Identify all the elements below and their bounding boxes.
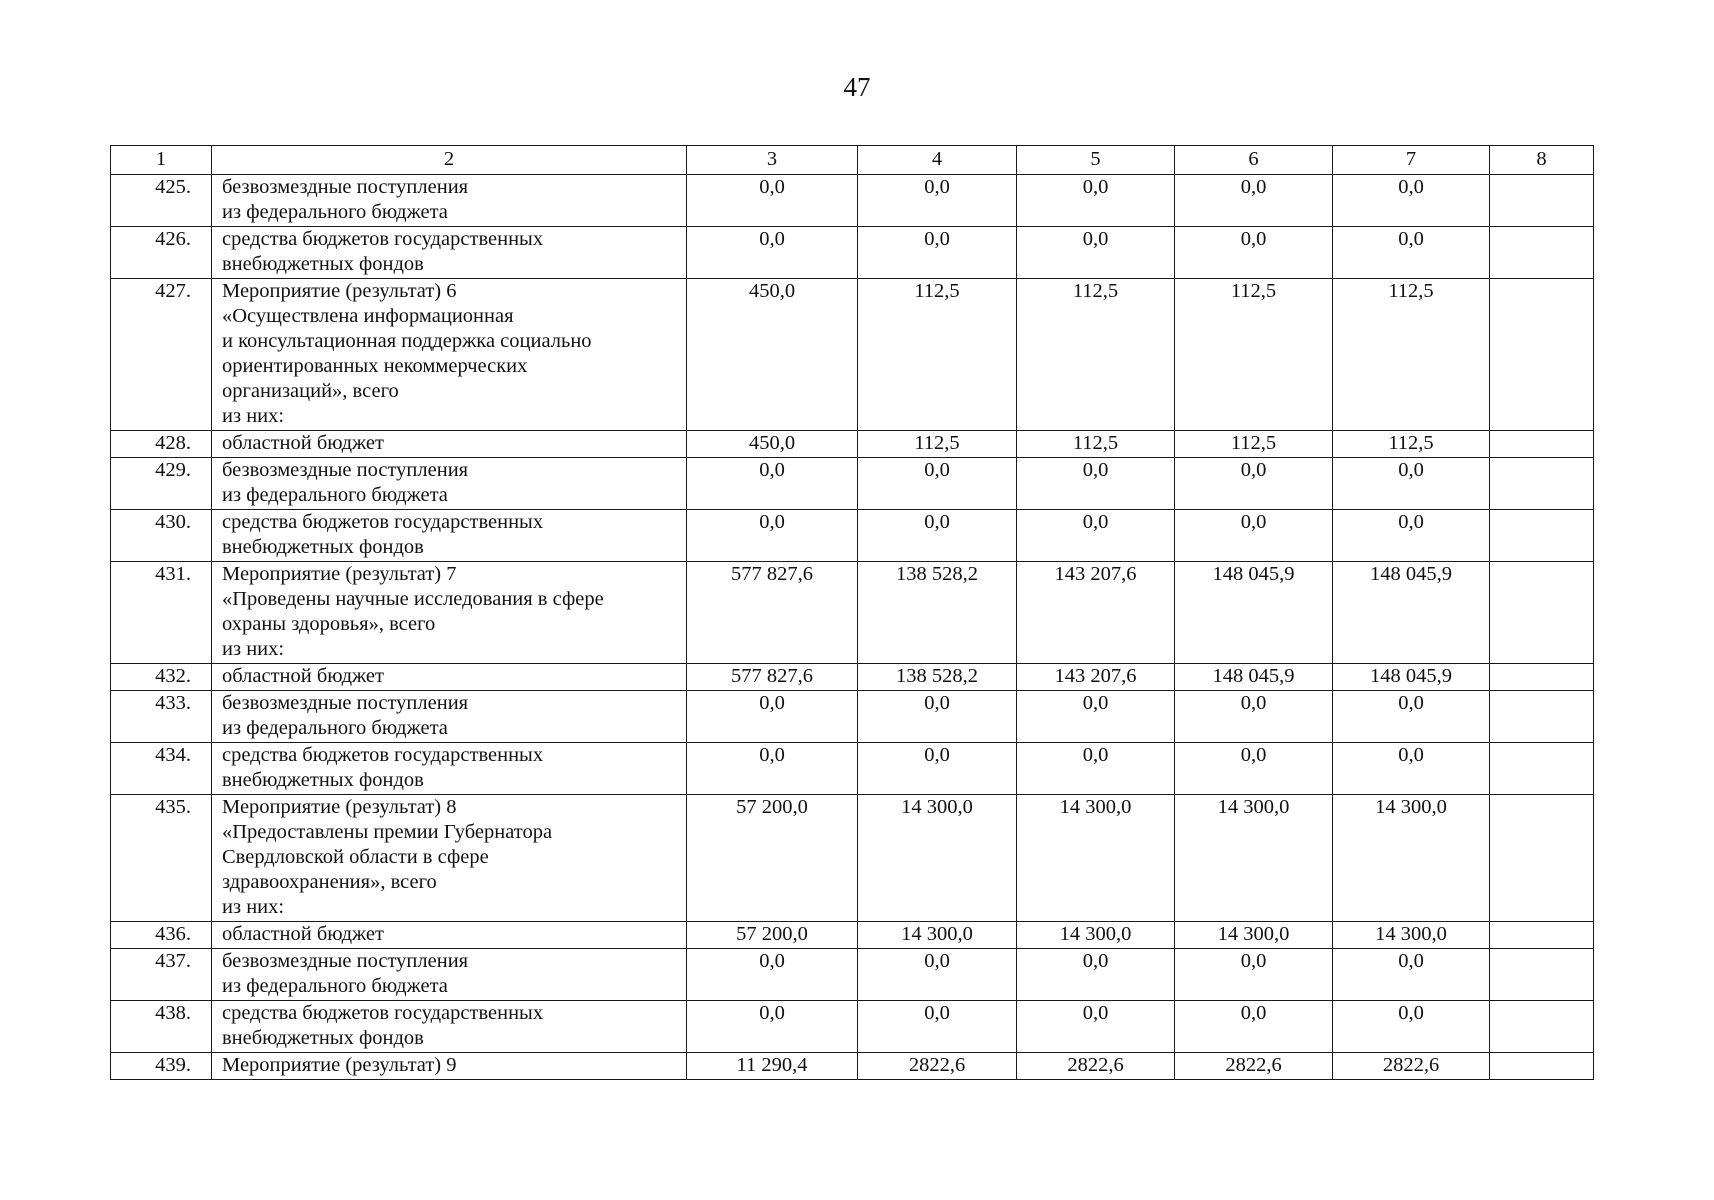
- amount-cell: 138 528,2: [858, 562, 1017, 664]
- amount-cell: 14 300,0: [1333, 795, 1490, 922]
- amount-cell: 0,0: [687, 227, 858, 279]
- table-row: [111, 795, 1594, 922]
- row-number-text: 438.: [155, 1002, 191, 1024]
- row-number: [111, 431, 212, 458]
- amount-cell: 0,0: [1333, 743, 1490, 795]
- table-row: [111, 949, 1594, 1001]
- row-number: [111, 691, 212, 743]
- row-number-text: 435.: [155, 796, 191, 818]
- amount-cell: 112,5: [858, 431, 1017, 458]
- amount-cell: 112,5: [1175, 431, 1333, 458]
- table-row: [111, 175, 1594, 227]
- table-row: [111, 1001, 1594, 1053]
- row-description: безвозмездные поступления из федерального бюджета: [212, 949, 687, 1001]
- amount-cell: 143 207,6: [1017, 664, 1175, 691]
- row-number: [111, 227, 212, 279]
- row-description: областной бюджет: [212, 922, 687, 949]
- row-description: безвозмездные поступления из федерального бюджета: [212, 458, 687, 510]
- row-number-text: 430.: [155, 511, 191, 533]
- amount-cell: 0,0: [1017, 510, 1175, 562]
- row-number-text: 426.: [155, 228, 191, 250]
- note-cell: [1490, 664, 1594, 691]
- amount-cell: 0,0: [1333, 510, 1490, 562]
- row-description: Мероприятие (результат) 8 «Предоставлены премии Губернатора Свердловской области в сфере здравоохранения», всего из них:: [212, 795, 687, 922]
- row-number: [111, 743, 212, 795]
- row-description: Мероприятие (результат) 9: [212, 1053, 687, 1080]
- amount-cell: 57 200,0: [687, 922, 858, 949]
- row-number-text: 436.: [155, 923, 191, 945]
- row-description: Мероприятие (результат) 7 «Проведены научные исследования в сфере охраны здоровья», всего из них:: [212, 562, 687, 664]
- amount-cell: 0,0: [1017, 175, 1175, 227]
- amount-cell: 2822,6: [1017, 1053, 1175, 1080]
- amount-cell: 14 300,0: [1175, 922, 1333, 949]
- amount-cell: 14 300,0: [858, 922, 1017, 949]
- row-number: [111, 175, 212, 227]
- row-description: областной бюджет: [212, 664, 687, 691]
- column-header: 2: [212, 146, 687, 175]
- amount-cell: 0,0: [687, 175, 858, 227]
- amount-cell: 0,0: [1175, 175, 1333, 227]
- row-description: средства бюджетов государственных внебюджетных фондов: [212, 227, 687, 279]
- table-header-row: [111, 146, 1594, 175]
- amount-cell: 0,0: [1175, 1001, 1333, 1053]
- row-number-text: 439.: [155, 1054, 191, 1076]
- amount-cell: 0,0: [858, 743, 1017, 795]
- amount-cell: 0,0: [687, 691, 858, 743]
- amount-cell: 0,0: [687, 510, 858, 562]
- amount-cell: 2822,6: [1333, 1053, 1490, 1080]
- amount-cell: 0,0: [1017, 227, 1175, 279]
- column-header: 8: [1490, 146, 1594, 175]
- row-number: [111, 1001, 212, 1053]
- amount-cell: 14 300,0: [1333, 922, 1490, 949]
- column-header: 7: [1333, 146, 1490, 175]
- amount-cell: 57 200,0: [687, 795, 858, 922]
- amount-cell: 138 528,2: [858, 664, 1017, 691]
- amount-cell: 0,0: [858, 691, 1017, 743]
- amount-cell: 112,5: [1333, 279, 1490, 431]
- row-description: средства бюджетов государственных внебюджетных фондов: [212, 1001, 687, 1053]
- row-number-text: 431.: [155, 563, 191, 585]
- amount-cell: 0,0: [687, 1001, 858, 1053]
- table-row: [111, 458, 1594, 510]
- amount-cell: 577 827,6: [687, 562, 858, 664]
- amount-cell: 112,5: [1333, 431, 1490, 458]
- amount-cell: 0,0: [858, 949, 1017, 1001]
- amount-cell: 112,5: [1175, 279, 1333, 431]
- row-number: [111, 922, 212, 949]
- budget-table: [110, 145, 1594, 1080]
- amount-cell: 0,0: [1017, 691, 1175, 743]
- row-number-text: 437.: [155, 950, 191, 972]
- amount-cell: 0,0: [687, 949, 858, 1001]
- row-number-text: 432.: [155, 665, 191, 687]
- amount-cell: 0,0: [858, 227, 1017, 279]
- amount-cell: 0,0: [1333, 949, 1490, 1001]
- row-description: Мероприятие (результат) 6 «Осуществлена информационная и консультационная поддержка социально ориентированных некоммерческих организаций», всего из них:: [212, 279, 687, 431]
- column-header: 6: [1175, 146, 1333, 175]
- row-number: [111, 1053, 212, 1080]
- note-cell: [1490, 279, 1594, 431]
- row-number-text: 425.: [155, 176, 191, 198]
- amount-cell: 148 045,9: [1175, 664, 1333, 691]
- row-number-text: 428.: [155, 432, 191, 454]
- table-row: [111, 922, 1594, 949]
- note-cell: [1490, 795, 1594, 922]
- amount-cell: 14 300,0: [1017, 795, 1175, 922]
- table-row: [111, 1053, 1594, 1080]
- amount-cell: 0,0: [858, 1001, 1017, 1053]
- amount-cell: 0,0: [1175, 458, 1333, 510]
- table-row: [111, 562, 1594, 664]
- amount-cell: 14 300,0: [1017, 922, 1175, 949]
- column-header: 3: [687, 146, 858, 175]
- amount-cell: 148 045,9: [1333, 562, 1490, 664]
- note-cell: [1490, 743, 1594, 795]
- amount-cell: 0,0: [687, 743, 858, 795]
- note-cell: [1490, 1053, 1594, 1080]
- table-row: [111, 227, 1594, 279]
- amount-cell: 0,0: [1175, 510, 1333, 562]
- amount-cell: 0,0: [1017, 458, 1175, 510]
- amount-cell: 14 300,0: [858, 795, 1017, 922]
- amount-cell: 0,0: [1017, 949, 1175, 1001]
- amount-cell: 0,0: [1017, 743, 1175, 795]
- row-number: [111, 562, 212, 664]
- row-number-text: 429.: [155, 459, 191, 481]
- amount-cell: 2822,6: [1175, 1053, 1333, 1080]
- table-row: [111, 664, 1594, 691]
- table-row: [111, 279, 1594, 431]
- amount-cell: 0,0: [1333, 458, 1490, 510]
- table-row: [111, 743, 1594, 795]
- amount-cell: 0,0: [858, 458, 1017, 510]
- row-number: [111, 795, 212, 922]
- note-cell: [1490, 227, 1594, 279]
- note-cell: [1490, 691, 1594, 743]
- amount-cell: 2822,6: [858, 1053, 1017, 1080]
- amount-cell: 450,0: [687, 431, 858, 458]
- column-header: 4: [858, 146, 1017, 175]
- row-number: [111, 458, 212, 510]
- note-cell: [1490, 458, 1594, 510]
- amount-cell: 450,0: [687, 279, 858, 431]
- amount-cell: 0,0: [1175, 691, 1333, 743]
- row-description: областной бюджет: [212, 431, 687, 458]
- row-number-text: 434.: [155, 744, 191, 766]
- row-number-text: 433.: [155, 692, 191, 714]
- amount-cell: 148 045,9: [1333, 664, 1490, 691]
- note-cell: [1490, 1001, 1594, 1053]
- amount-cell: 0,0: [1333, 1001, 1490, 1053]
- row-description: средства бюджетов государственных внебюджетных фондов: [212, 510, 687, 562]
- note-cell: [1490, 510, 1594, 562]
- amount-cell: 112,5: [1017, 279, 1175, 431]
- row-description: безвозмездные поступления из федерального бюджета: [212, 691, 687, 743]
- note-cell: [1490, 949, 1594, 1001]
- amount-cell: 0,0: [858, 510, 1017, 562]
- amount-cell: 0,0: [1017, 1001, 1175, 1053]
- note-cell: [1490, 922, 1594, 949]
- amount-cell: 11 290,4: [687, 1053, 858, 1080]
- row-description: средства бюджетов государственных внебюджетных фондов: [212, 743, 687, 795]
- amount-cell: 148 045,9: [1175, 562, 1333, 664]
- row-number: [111, 510, 212, 562]
- amount-cell: 0,0: [1333, 175, 1490, 227]
- note-cell: [1490, 175, 1594, 227]
- amount-cell: 143 207,6: [1017, 562, 1175, 664]
- amount-cell: 112,5: [858, 279, 1017, 431]
- amount-cell: 0,0: [1175, 949, 1333, 1001]
- table-row: [111, 510, 1594, 562]
- note-cell: [1490, 431, 1594, 458]
- amount-cell: 577 827,6: [687, 664, 858, 691]
- row-number: [111, 949, 212, 1001]
- row-number-text: 427.: [155, 280, 191, 302]
- row-number: [111, 279, 212, 431]
- column-header: 5: [1017, 146, 1175, 175]
- note-cell: [1490, 562, 1594, 664]
- row-description: безвозмездные поступления из федерального бюджета: [212, 175, 687, 227]
- amount-cell: 0,0: [1333, 227, 1490, 279]
- amount-cell: 0,0: [687, 458, 858, 510]
- amount-cell: 0,0: [1175, 743, 1333, 795]
- table-row: [111, 691, 1594, 743]
- amount-cell: 14 300,0: [1175, 795, 1333, 922]
- amount-cell: 0,0: [1333, 691, 1490, 743]
- page-number: 47: [843, 72, 871, 102]
- column-header: 1: [111, 146, 212, 175]
- table-row: [111, 431, 1594, 458]
- amount-cell: 0,0: [858, 175, 1017, 227]
- amount-cell: 112,5: [1017, 431, 1175, 458]
- amount-cell: 0,0: [1175, 227, 1333, 279]
- row-number: [111, 664, 212, 691]
